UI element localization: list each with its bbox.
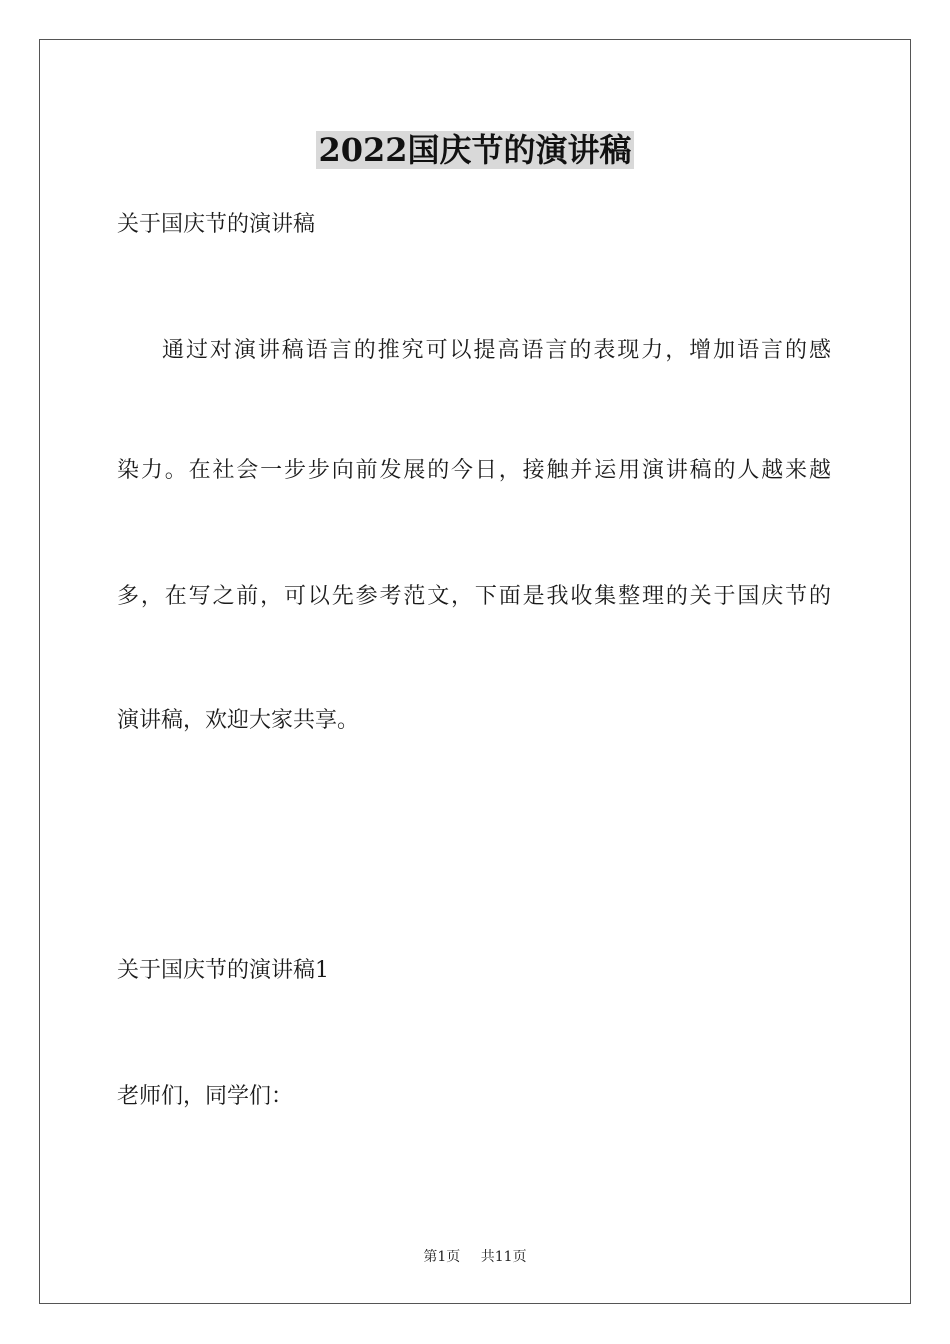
section-heading: 关于国庆节的演讲稿1: [117, 958, 329, 983]
page-footer: [0, 1247, 950, 1267]
page-number-current: 第1页: [423, 1249, 461, 1265]
intro-paragraph-line-4: 演讲稿，欢迎大家共享。: [117, 708, 360, 733]
document-title-text: 2022国庆节的演讲稿: [318, 131, 632, 169]
page-number-total: 共11页: [480, 1249, 527, 1265]
intro-paragraph-line-2: 染力。在社会一步步向前发展的今日，接触并运用演讲稿的人越来越: [117, 458, 831, 483]
document-title: [0, 128, 950, 172]
greeting-line: 老师们，同学们：: [117, 1084, 294, 1109]
intro-paragraph-line-1: 通过对演讲稿语言的推究可以提高语言的表现力，增加语言的感: [162, 338, 831, 363]
intro-paragraph-line-3: 多，在写之前，可以先参考范文，下面是我收集整理的关于国庆节的: [117, 584, 831, 609]
document-subtitle: 关于国庆节的演讲稿: [117, 212, 316, 237]
